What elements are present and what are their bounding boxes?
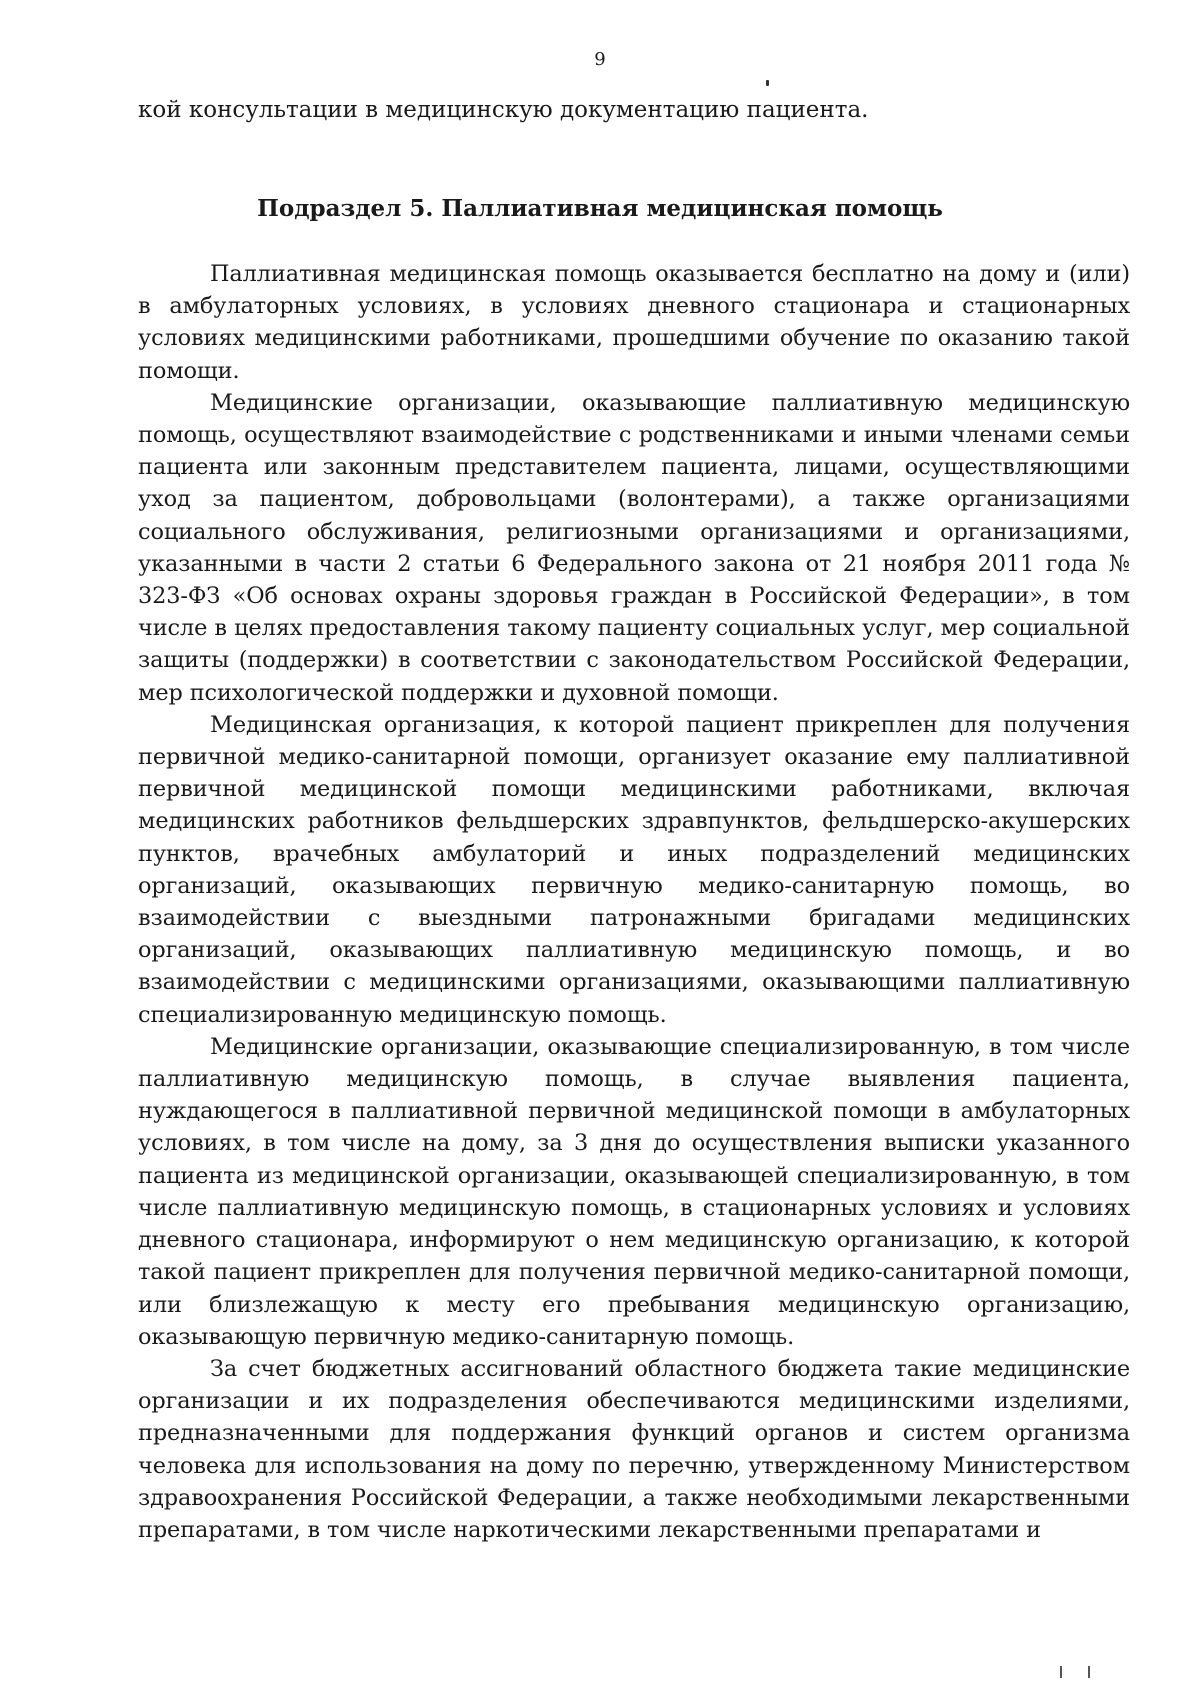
- paragraph-1: Паллиативная медицинская помощь оказывается бесплатно на дому и (или) в амбулаторных условиях, в условиях дневного стационара и стационарных условиях медицинскими работниками, прошедшими обучение по оказанию такой помощи.: [138, 261, 1130, 384]
- paragraph-5: За счет бюджетных ассигнований областного бюджета такие медицинские организации и их подразделения обеспечиваются медицинскими изделиями, предназначенными для поддержания функций органов и систем организма человека для использования на дому по перечню, утвержденному Министерством здравоохранения Российской Федерации, а также необходимыми лекарственными препаратами, в том числе наркотическими лекарственными препаратами и: [138, 1355, 1130, 1543]
- paragraph-2: Медицинские организации, оказывающие паллиативную медицинскую помощь, осуществляют взаимодействие с родственниками и иными членами семьи пациента или законным представителем пациента, лицами, осуществляющими уход за пациентом, добровольцами (волонтерами), а также организациями социального обслуживания, религиозными организациями и организациями, указанными в части 2 статьи 6 Федерального закона от 21 ноября 2011 года № 323-ФЗ «Об основах охраны здоровья граждан в Российской Федерации», в том числе в целях предоставления такому пациенту социальных услуг, мер социальной защиты (поддержки) в соответствии с законодательством Российской Федерации, мер психологической поддержки и духовной помощи.: [138, 389, 1130, 706]
- page-number: 9: [594, 49, 606, 70]
- scan-artifact: [766, 80, 769, 86]
- body-text: [138, 258, 1130, 1546]
- continued-text-line: кой консультации в медицинскую документацию пациента.: [138, 97, 869, 123]
- section-title: Подраздел 5. Паллиативная медицинская помощь: [257, 195, 943, 222]
- paragraph-4: Медицинские организации, оказывающие специализированную, в том числе паллиативную медицинскую помощь, в случае выявления пациента, нуждающегося в паллиативной первичной медицинской помощи в амбулаторных условиях, в том числе на дому, за 3 дня до осуществления выписки указанного пациента из медицинской организации, оказывающей специализированную, в том числе паллиативную медицинскую помощь, в стационарных условиях и условиях дневного стационара, информируют о нем медицинскую организацию, к которой такой пациент прикреплен для получения первичной медико-санитарной помощи, или близлежащую к месту его пребывания медицинскую организацию, оказывающую первичную медико-санитарную помощь.: [138, 1033, 1130, 1350]
- scan-artifact: [1060, 1666, 1090, 1678]
- paragraph-3: Медицинская организация, к которой пациент прикреплен для получения первичной медико-санитарной помощи, организует оказание ему паллиативной первичной медицинской помощи медицинскими работниками, включая медицинских работников фельдшерских здравпунктов, фельдшерско-акушерских пунктов, врачебных амбулаторий и иных подразделений медицинских организаций, оказывающих первичную медико-санитарную помощь, во взаимодействии с выездными патронажными бригадами медицинских организаций, оказывающих паллиативную медицинскую помощь, и во взаимодействии с медицинскими организациями, оказывающими паллиативную специализированную медицинскую помощь.: [138, 711, 1130, 1028]
